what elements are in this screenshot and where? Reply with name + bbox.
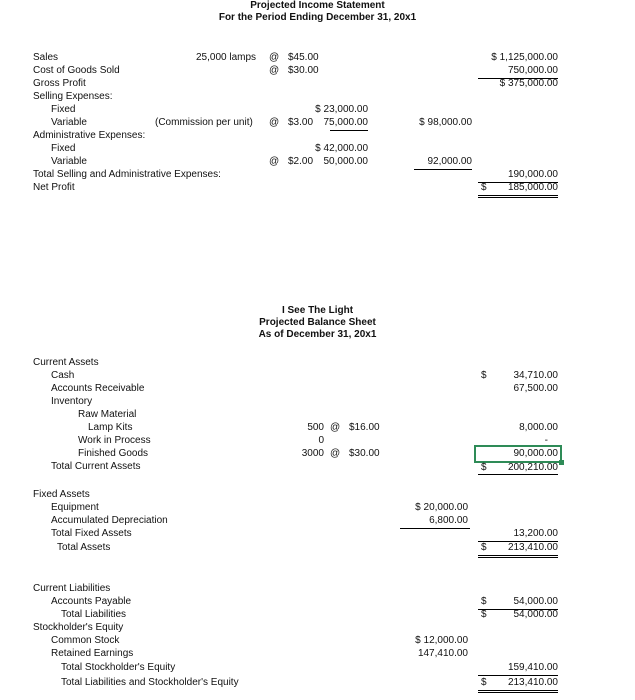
cogs-label: Cost of Goods Sold: [33, 65, 120, 76]
total-assets-currency: $: [481, 542, 487, 553]
wip-label: Work in Process: [78, 435, 151, 446]
net-profit-currency: $: [481, 182, 487, 193]
equipment-amount: $ 20,000.00: [415, 502, 468, 513]
sales-qty: 25,000 lamps: [196, 52, 257, 63]
fixed-assets-header: Fixed Assets: [33, 489, 90, 500]
gross-profit-total: $ 375,000.00: [499, 78, 558, 89]
selling-variable-rate: $3.00: [288, 117, 314, 128]
total-le-label: Total Liabilities and Stockholder's Equity: [61, 677, 239, 688]
finished-goods-at: @: [330, 448, 341, 459]
selling-subtotal: $ 98,000.00: [419, 117, 472, 128]
equipment-label: Equipment: [51, 502, 99, 513]
net-profit-label: Net Profit: [33, 182, 75, 193]
ap-total: 54,000.00: [513, 596, 558, 607]
finished-goods-label: Finished Goods: [78, 448, 149, 459]
selected-cell-outline[interactable]: [474, 445, 562, 463]
selling-variable-note: (Commission per unit): [155, 117, 253, 128]
accum-dep-amount: 6,800.00: [429, 515, 468, 526]
balance-company: I See The Light: [281, 305, 354, 316]
admin-variable-at: @: [269, 156, 280, 167]
inventory-label: Inventory: [51, 396, 93, 407]
ar-total: 67,500.00: [513, 383, 558, 394]
cogs-at: @: [269, 65, 280, 76]
wip-total: -: [544, 435, 548, 446]
retained-earnings-label: Retained Earnings: [51, 648, 134, 659]
admin-header: Administrative Expenses:: [33, 130, 146, 141]
total-sa-total: 190,000.00: [507, 169, 558, 180]
selling-variable-at: @: [269, 117, 280, 128]
admin-subtotal: 92,000.00: [427, 156, 472, 167]
total-equity-underline: [478, 675, 558, 676]
income-title: Projected Income Statement: [250, 0, 385, 11]
admin-fixed-amount: $ 42,000.00: [315, 143, 368, 154]
lamp-kits-label: Lamp Kits: [88, 422, 133, 433]
cogs-total: 750,000.00: [507, 65, 558, 76]
total-liabilities-currency: $: [481, 609, 487, 620]
lamp-kits-total: 8,000.00: [519, 422, 558, 433]
total-le-currency: $: [481, 677, 487, 688]
total-liabilities-label: Total Liabilities: [61, 609, 127, 620]
total-current-label: Total Current Assets: [51, 461, 141, 472]
selling-variable-amount: 75,000.00: [323, 117, 368, 128]
total-fixed-total: 13,200.00: [513, 528, 558, 539]
admin-variable-amount: 50,000.00: [323, 156, 368, 167]
total-equity-total: 159,410.00: [507, 662, 558, 673]
equity-header: Stockholder's Equity: [33, 622, 124, 633]
lamp-kits-qty: 500: [307, 422, 324, 433]
selling-header: Selling Expenses:: [33, 91, 113, 102]
ap-currency: $: [481, 596, 487, 607]
fill-handle[interactable]: [559, 460, 564, 465]
raw-material-label: Raw Material: [78, 409, 137, 420]
admin-variable-rate: $2.00: [288, 156, 314, 167]
total-sa-label: Total Selling and Administrative Expenses:: [33, 169, 221, 180]
accum-dep-underline: [400, 528, 470, 529]
current-liabilities-header: Current Liabilities: [33, 583, 111, 594]
current-assets-header: Current Assets: [33, 357, 99, 368]
admin-fixed-label: Fixed: [51, 143, 76, 154]
lamp-kits-price: $16.00: [349, 422, 380, 433]
total-fixed-label: Total Fixed Assets: [51, 528, 132, 539]
cash-currency: $: [481, 370, 487, 381]
sales-label: Sales: [33, 52, 59, 63]
finished-goods-price: $30.00: [349, 448, 380, 459]
cash-total: 34,710.00: [513, 370, 558, 381]
sales-price: $45.00: [288, 52, 319, 63]
net-profit-dbl-underline-1: [478, 195, 558, 196]
retained-earnings-amount: 147,410.00: [417, 648, 468, 659]
lamp-kits-at: @: [330, 422, 341, 433]
common-stock-amount: $ 12,000.00: [415, 635, 468, 646]
gross-profit-label: Gross Profit: [33, 78, 86, 89]
total-le-total: 213,410.00: [507, 677, 558, 688]
sales-at: @: [269, 52, 280, 63]
ar-label: Accounts Receivable: [51, 383, 145, 394]
selling-underline: [330, 130, 368, 131]
total-current-currency: $: [481, 462, 487, 473]
total-assets-label: Total Assets: [57, 542, 111, 553]
total-le-dbl-underline-2: [478, 692, 558, 693]
total-current-underline: [478, 474, 558, 475]
balance-title: Projected Balance Sheet: [259, 317, 376, 328]
total-assets-dbl-underline-2: [478, 557, 558, 558]
wip-qty: 0: [318, 435, 324, 446]
admin-variable-label: Variable: [51, 156, 87, 167]
total-assets-total: 213,410.00: [507, 542, 558, 553]
selling-fixed-label: Fixed: [51, 104, 76, 115]
balance-date: As of December 31, 20x1: [258, 329, 377, 340]
common-stock-label: Common Stock: [51, 635, 120, 646]
cash-label: Cash: [51, 370, 75, 381]
net-profit-dbl-underline-2: [478, 197, 558, 198]
total-le-dbl-underline-1: [478, 690, 558, 691]
cogs-price: $30.00: [288, 65, 319, 76]
total-assets-dbl-underline-1: [478, 555, 558, 556]
total-liabilities-total: 54,000.00: [513, 609, 558, 620]
sales-total: $ 1,125,000.00: [491, 52, 558, 63]
selling-variable-label: Variable: [51, 117, 87, 128]
total-current-total: 200,210.00: [507, 462, 558, 473]
net-profit-total: 185,000.00: [507, 182, 558, 193]
selling-fixed-amount: $ 23,000.00: [315, 104, 368, 115]
ap-label: Accounts Payable: [51, 596, 132, 607]
income-subtitle: For the Period Ending December 31, 20x1: [218, 12, 417, 23]
finished-goods-total[interactable]: 90,000.00: [513, 448, 558, 459]
finished-goods-qty: 3000: [301, 448, 324, 459]
accum-dep-label: Accumulated Depreciation: [51, 515, 168, 526]
total-equity-label: Total Stockholder's Equity: [61, 662, 176, 673]
